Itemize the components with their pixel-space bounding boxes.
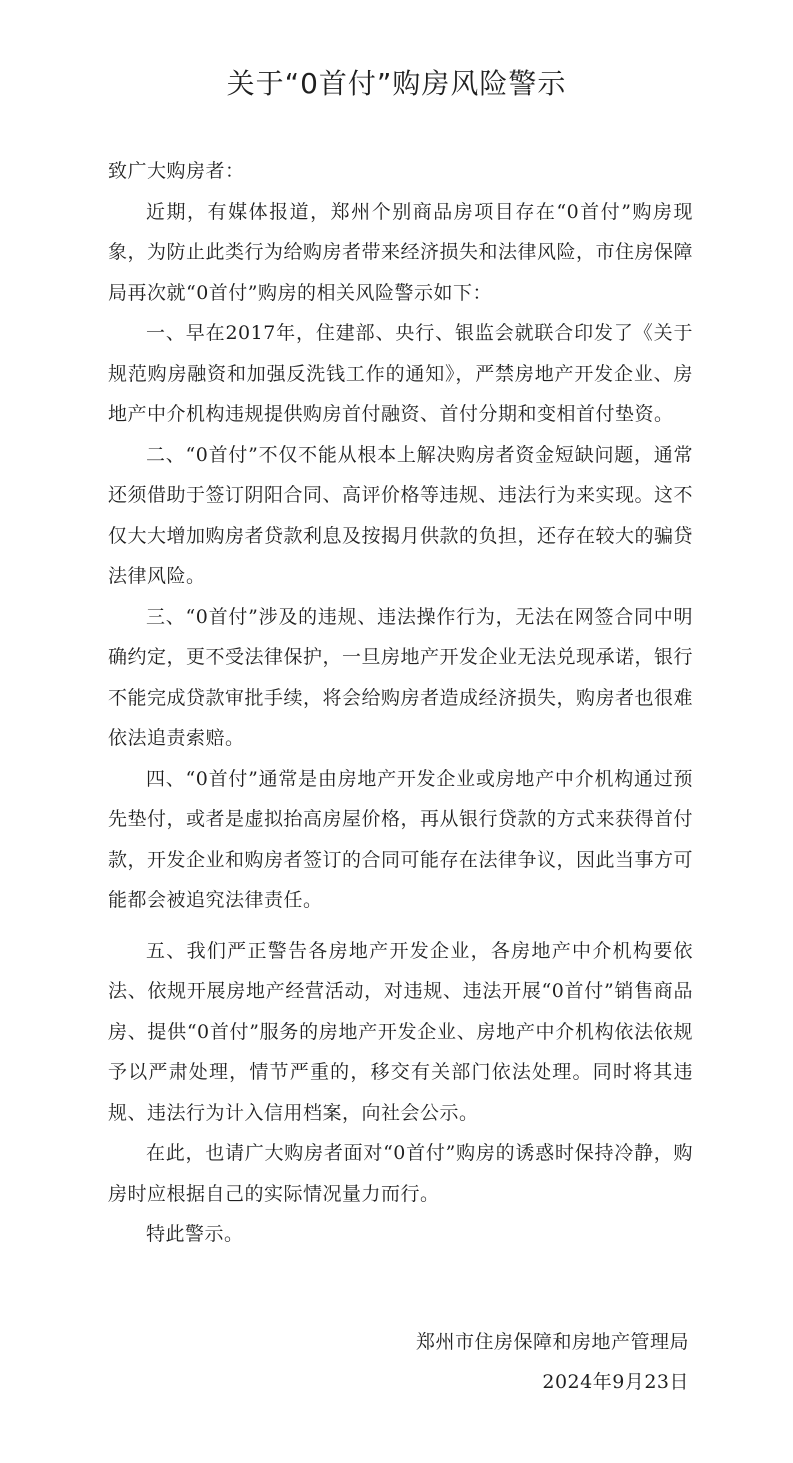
document-title: 关于“0首付”购房风险警示 [226, 67, 567, 100]
paragraph-point-5: 五、我们严正警告各房地产开发企业，各房地产中介机构要依法、依规开展房地产经营活动，对违规、违法开展“0首付”销售商品房、提供“0首付”服务的房地产开发企业、房地产中介机构依法依规予以严肃处理，情节严重的，移交有关部门依法处理。同时将其违规、违法行为计入信用档案，向社会公示。 [108, 939, 693, 1124]
paragraph-point-1: 一、早在2017年，住建部、央行、银监会就联合印发了《关于规范购房融资和加强反洗钱工作的通知》，严禁房地产开发企业、房地产中介机构违规提供购房首付融资、首付分期和变相首付垫资。 [108, 322, 693, 425]
salutation: 致广大购房者： [108, 160, 245, 182]
paragraph-intro: 近期，有媒体报道，郑州个别商品房项目存在“0首付”购房现象，为防止此类行为给购房者带来经济损失和法律风险，市住房保障局再次就“0首付”购房的相关风险警示如下： [108, 200, 694, 304]
signature-date: 2024年9月23日 [542, 1371, 689, 1393]
document-body [108, 151, 693, 1255]
paragraph-appeal: 在此，也请广大购房者面对“0首付”购房的诱惑时保持冷静，购房时应根据自己的实际情况量力而行。 [108, 1142, 693, 1205]
signature-organization: 郑州市住房保障和房地产管理局 [415, 1331, 689, 1353]
paragraph-point-3: 三、“0首付”涉及的违规、违法操作行为，无法在网签合同中明确约定，更不受法律保护，一旦房地产开发企业无法兑现承诺，银行不能完成贷款审批手续，将会给购房者造成经济损失，购房者也很难依法追责索赔。 [108, 605, 694, 749]
paragraph-closing: 特此警示。 [146, 1223, 244, 1245]
paragraph-point-4: 四、“0首付”通常是由房地产开发企业或房地产中介机构通过预先垫付，或者是虚拟抬高房屋价格，再从银行贷款的方式来获得首付款，开发企业和购房者签订的合同可能存在法律争议，因此当事方可能都会被追究法律责任。 [108, 767, 694, 911]
paragraph-point-2: 二、“0首付”不仅不能从根本上解决购房者资金短缺问题，通常还须借助于签订阴阳合同、高评价格等违规、违法行为来实现。这不仅大大增加购房者贷款利息及按揭月供款的负担，还存在较大的骗贷法律风险。 [108, 443, 694, 587]
